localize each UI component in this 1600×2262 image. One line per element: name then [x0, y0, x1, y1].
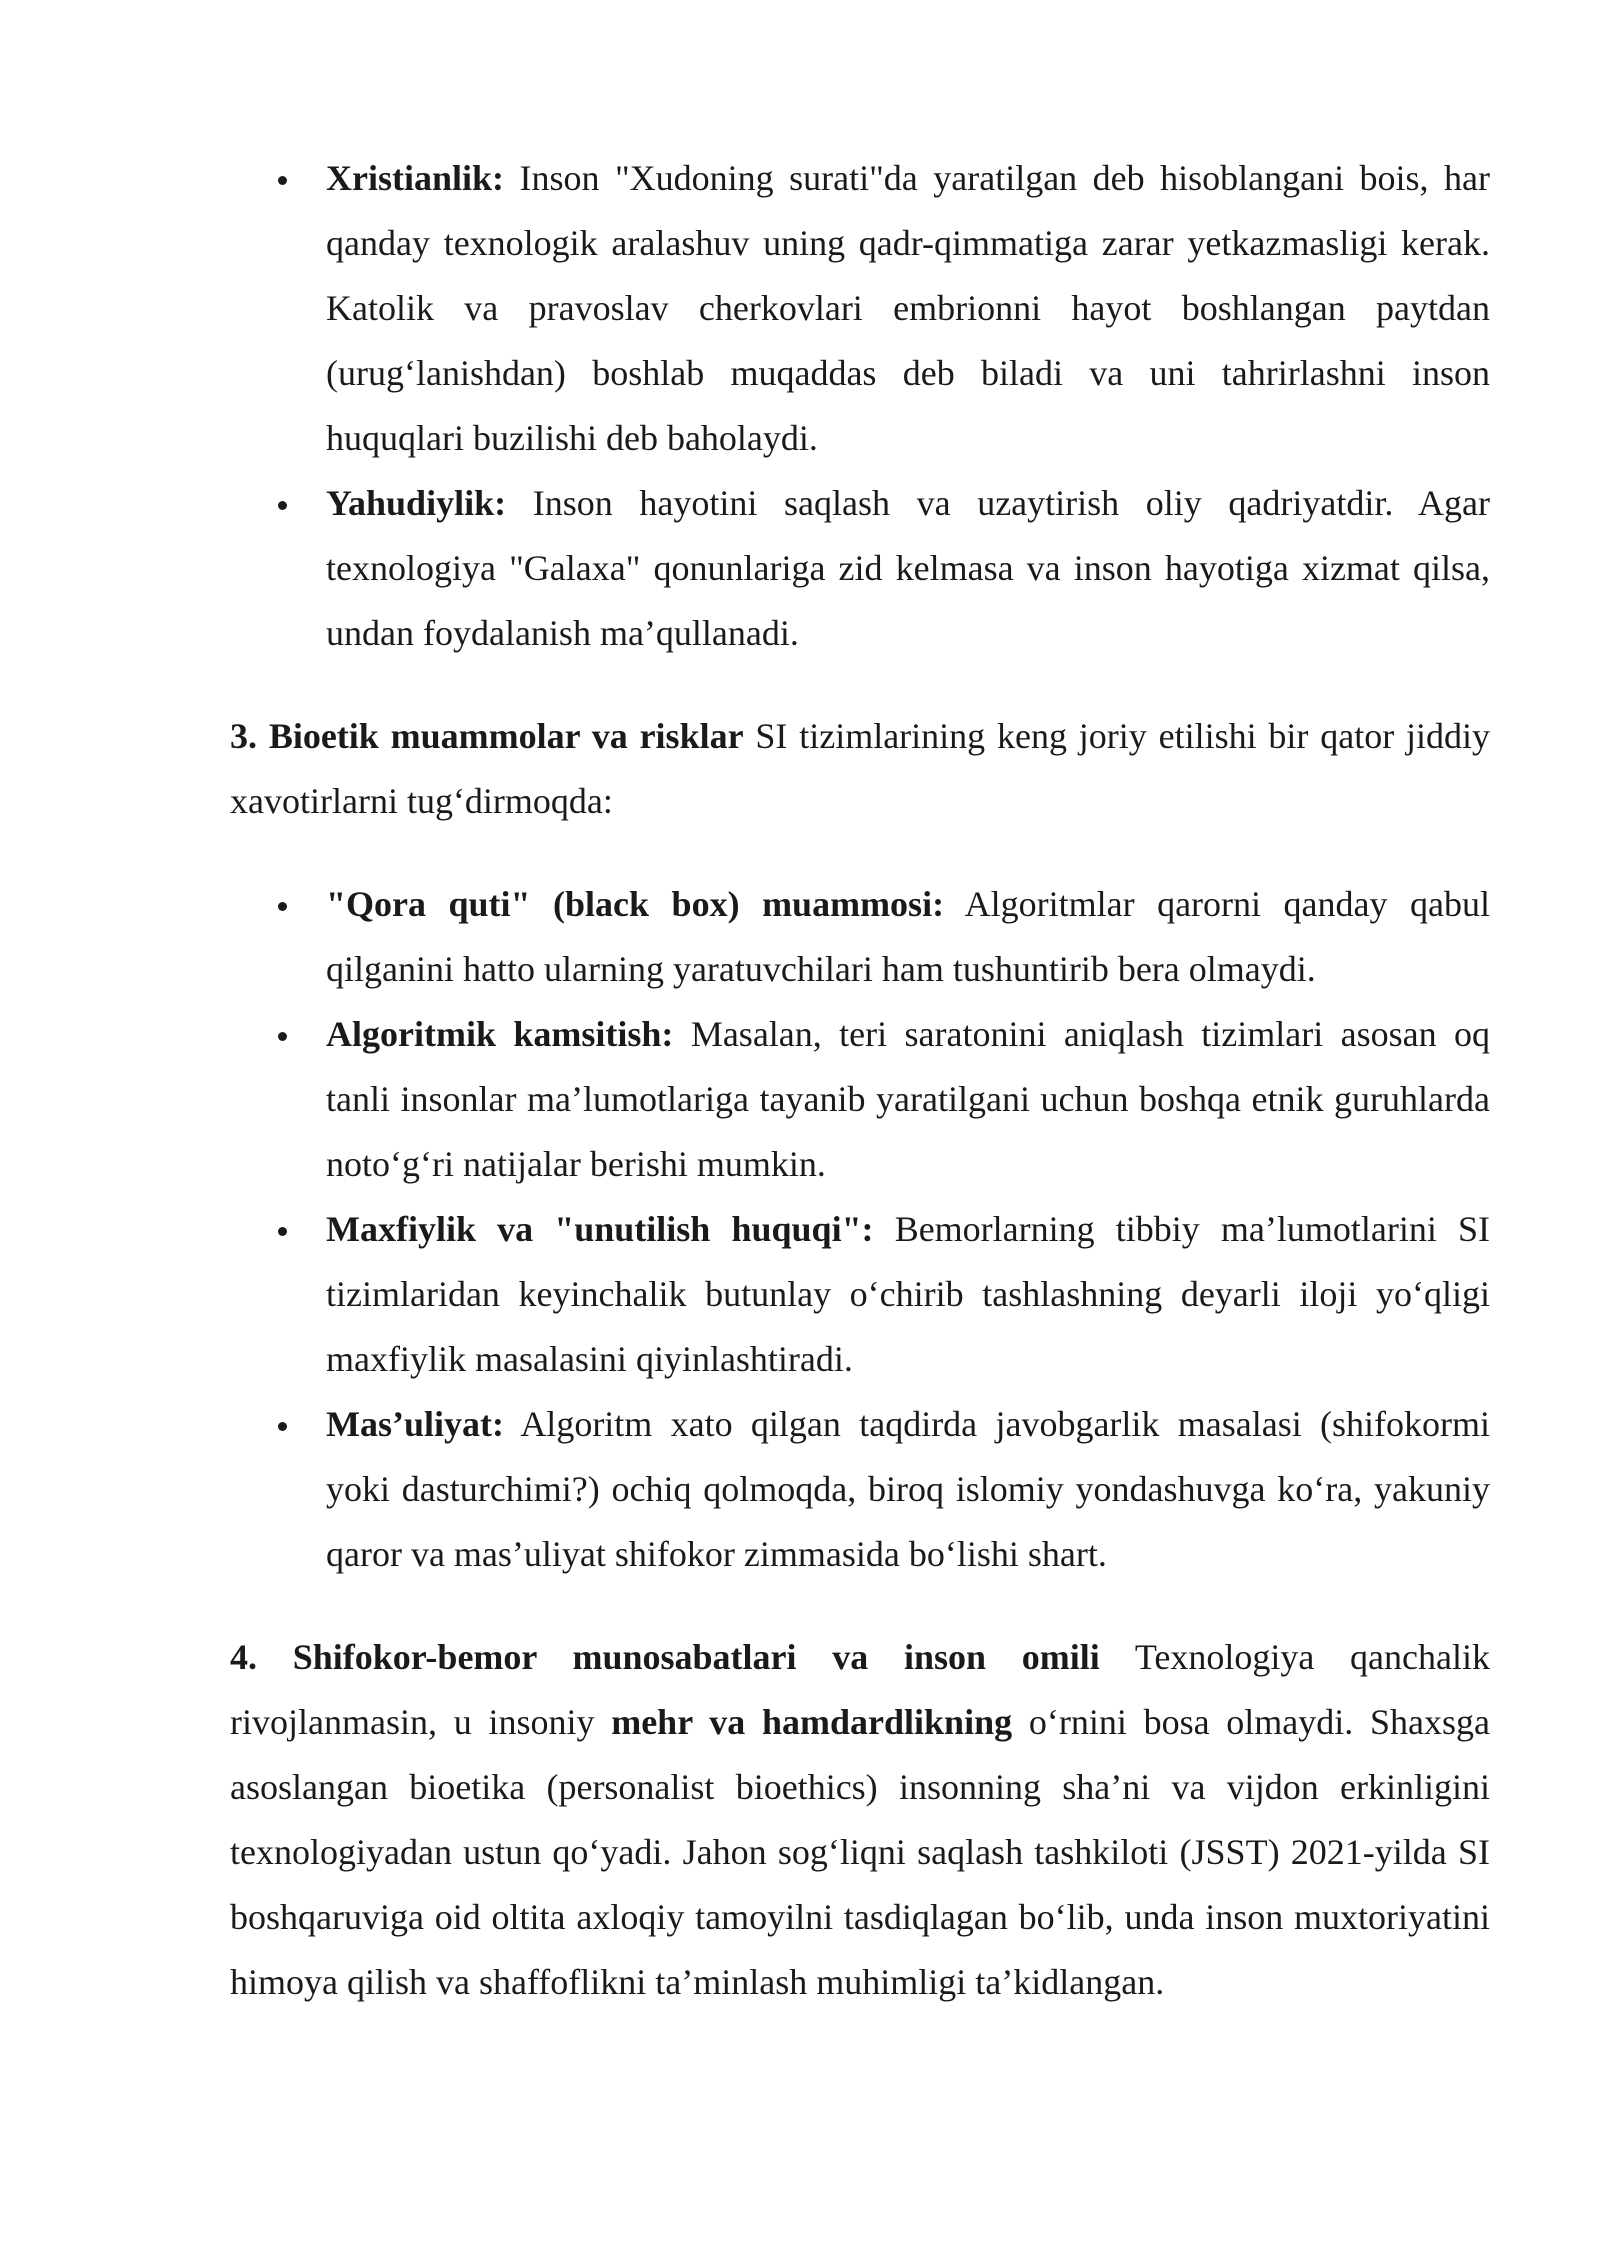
- bullet-icon: [278, 176, 287, 185]
- section-3-heading: 3. Bioetik muammolar va risklar: [230, 716, 744, 756]
- list-item-christianity: [230, 146, 1490, 471]
- list-item-term: Xristianlik:: [326, 158, 505, 198]
- bullet-icon: [278, 1032, 287, 1041]
- list-item-algorithmic-bias: [230, 1002, 1490, 1197]
- bullet-icon: [278, 1422, 287, 1431]
- section-4-heading: 4. Shifokor-bemor munosabatlari va inson omili: [230, 1637, 1100, 1677]
- list-item-black-box: [230, 872, 1490, 1002]
- list-item-privacy: [230, 1197, 1490, 1392]
- list-item-term: "Qora quti" (black box) muammosi:: [326, 884, 945, 924]
- section-4-paragraph: [230, 1625, 1490, 2015]
- list-item-term: Mas’uliyat:: [326, 1404, 504, 1444]
- section-4-text-b: o‘rnini bosa olmaydi. Shaxsga asoslangan bioetika (personalist bioethics) insonning sha’ni va vijdon erkinligini texnologiyadan ustun qo‘yadi. Jahon sog‘liqni saqlash tashkiloti (JSST) 2021-yilda SI boshqaruviga oid oltita axloqiy tamoyilni tasdiqlagan bo‘lib, unda inson muxtoriyatini himoya qilish va shaffoflikni ta’minlash muhimligi ta’kidlangan.: [230, 1702, 1491, 2002]
- bioethics-risks-list: [230, 872, 1490, 1587]
- spacer: [230, 666, 1490, 704]
- list-item-text: Bemorlarning tibbiy ma’lumotlarini SI tizimlaridan keyinchalik butunlay o‘chirib tashlashning deyarli iloji yo‘qligi maxfiylik masalasini qiyinlashtiradi.: [326, 1209, 1491, 1379]
- list-item-text: Algoritmlar qarorni qanday qabul qilganini hatto ularning yaratuvchilari ham tushuntirib bera olmaydi.: [326, 884, 1490, 989]
- list-item-text: Inson hayotini saqlash va uzaytirish oliy qadriyatdir. Agar texnologiya "Galaxa" qonunlariga zid kelmasa va inson hayotiga xizmat qilsa, undan foydalanish ma’qullanadi.: [326, 483, 1490, 653]
- list-item-judaism: [230, 471, 1490, 666]
- list-item-text: Inson "Xudoning surati"da yaratilgan deb hisoblangani bois, har qanday texnologik aralashuv uning qadr-qimmatiga zarar yetkazmasligi kerak. Katolik va pravoslav cherkovlari embrionni hayot boshlangan paytdan (urug‘lanishdan) boshlab muqaddas deb biladi va uni tahrirlashni inson huquqlari buzilishi deb baholaydi.: [326, 158, 1490, 458]
- list-item-term: Algoritmik kamsitish:: [326, 1014, 674, 1054]
- list-item-term: Yahudiylik:: [326, 483, 507, 523]
- section-4-bold-phrase: mehr va hamdardlikning: [611, 1702, 1013, 1742]
- list-item-responsibility: [230, 1392, 1490, 1587]
- list-item-text: Masalan, teri saratonini aniqlash tizimlari asosan oq tanli insonlar ma’lumotlariga tayanib yaratilgani uchun boshqa etnik guruhlarda noto‘g‘ri natijalar berishi mumkin.: [326, 1014, 1491, 1184]
- document-body: [230, 146, 1490, 2015]
- spacer: [230, 834, 1490, 872]
- list-item-text: Algoritm xato qilgan taqdirda javobgarlik masalasi (shifokormi yoki dasturchimi?) ochiq qolmoqda, biroq islomiy yondashuvga ko‘ra, yakuniy qaror va mas’uliyat shifokor zimmasida bo‘lishi shart.: [326, 1404, 1490, 1574]
- bullet-icon: [278, 1227, 287, 1236]
- bullet-icon: [278, 501, 287, 510]
- religion-views-list: [230, 146, 1490, 666]
- spacer: [230, 1587, 1490, 1625]
- section-3-text: SI tizimlarining keng joriy etilishi bir qator jiddiy xavotirlarni tug‘dirmoqda:: [230, 716, 1491, 821]
- bullet-icon: [278, 902, 287, 911]
- section-3-paragraph: [230, 704, 1490, 834]
- list-item-term: Maxfiylik va "unutilish huquqi":: [326, 1209, 874, 1249]
- section-4-text-a: Texnologiya qanchalik rivojlanmasin, u insoniy: [230, 1637, 1490, 1742]
